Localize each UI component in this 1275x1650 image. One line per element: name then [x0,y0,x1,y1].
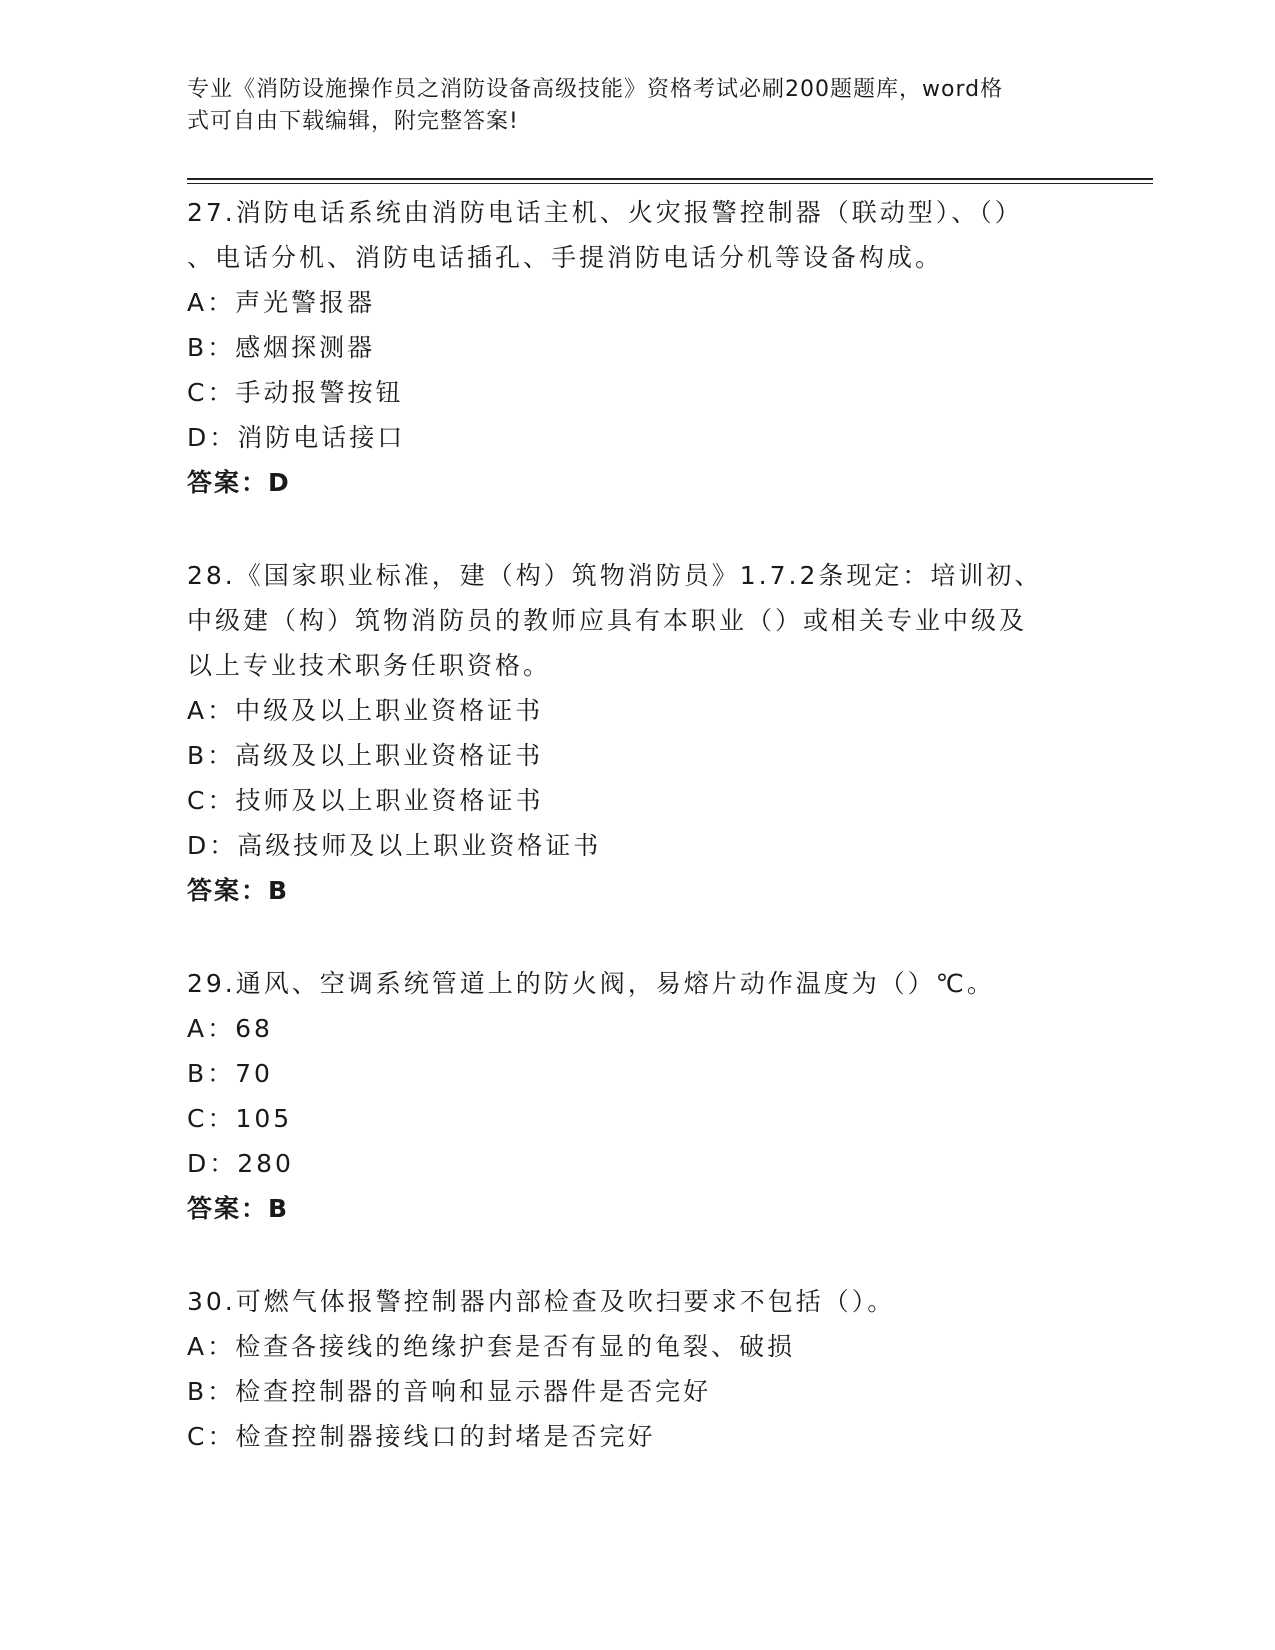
question-stem-line: 、电话分机、消防电话插孔、手提消防电话分机等设备构成。 [187,243,944,272]
question-stem-line: 30.可燃气体报警控制器内部检查及吹扫要求不包括（）。 [187,1287,896,1316]
answer-line: 答案：B [187,876,290,905]
option-a: A：68 [187,1014,273,1043]
header-line-2: 式可自由下载编辑，附完整答案! [187,109,519,134]
answer-line: 答案：D [187,468,291,497]
question-stem-line: 以上专业技术职务任职资格。 [187,651,552,680]
option-d: D：280 [187,1149,294,1178]
question-stem-line: 27.消防电话系统由消防电话主机、火灾报警控制器（联动型）、（） [187,198,1023,227]
question-list [187,190,1087,1507]
question-30 [187,1279,1087,1459]
option-c: C：手动报警按钮 [187,378,404,407]
option-d: D：高级技师及以上职业资格证书 [187,831,602,860]
option-c: C：检查控制器接线口的封堵是否完好 [187,1422,656,1451]
option-a: A：中级及以上职业资格证书 [187,696,544,725]
question-29 [187,961,1087,1231]
answer-line: 答案：B [187,1194,290,1223]
option-d: D：消防电话接口 [187,423,406,452]
question-stem-line: 28.《国家职业标准，建（构）筑物消防员》1.7.2条现定：培训初、 [187,561,1043,590]
option-a: A：检查各接线的绝缘护套是否有显的龟裂、破损 [187,1332,796,1361]
question-28 [187,553,1087,913]
header-divider-thin [187,183,1153,184]
option-c: C：技师及以上职业资格证书 [187,786,544,815]
option-b: B：70 [187,1059,273,1088]
document-header [187,74,1067,138]
option-c: C：105 [187,1104,293,1133]
option-b: B：检查控制器的音响和显示器件是否完好 [187,1377,712,1406]
option-b: B：高级及以上职业资格证书 [187,741,544,770]
header-divider-thick [187,178,1153,180]
question-27 [187,190,1087,505]
header-line-1: 专业《消防设施操作员之消防设备高级技能》资格考试必刷200题题库，word格 [187,77,1004,102]
question-stem-line: 29.通风、空调系统管道上的防火阀，易熔片动作温度为（）℃。 [187,969,995,998]
option-b: B：感烟探测器 [187,333,376,362]
option-a: A：声光警报器 [187,288,376,317]
question-stem-line: 中级建（构）筑物消防员的教师应具有本职业（）或相关专业中级及 [187,606,1028,635]
